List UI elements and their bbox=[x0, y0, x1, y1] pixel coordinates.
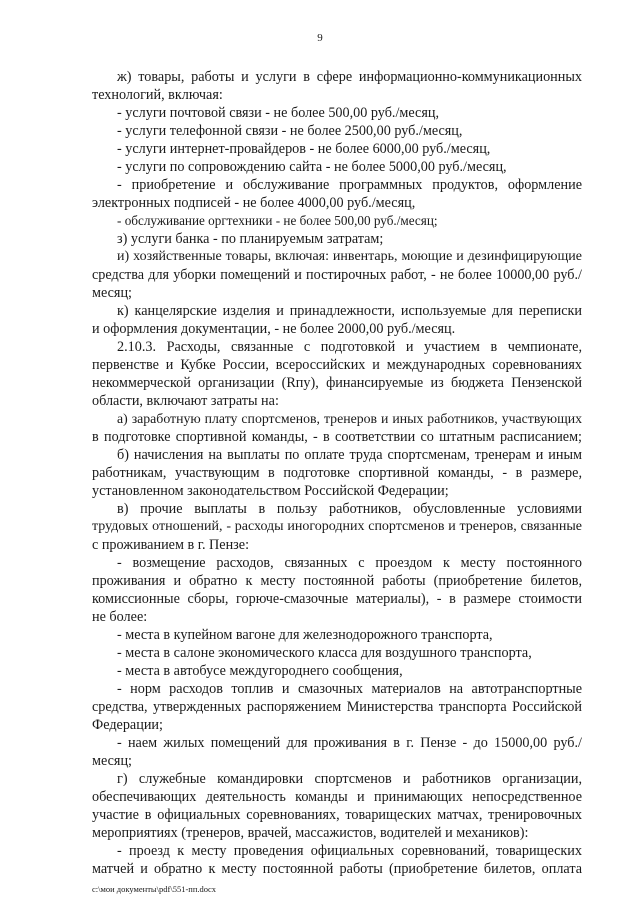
text-line: не более: bbox=[92, 609, 148, 625]
text-line: - приобретение и обслуживание программных продуктов, оформление bbox=[117, 177, 582, 193]
text-line: матчей и обратно к месту постоянной работы (приобретение билетов, оплата bbox=[92, 861, 582, 877]
text-line: - возмещение расходов, связанных с проездом к месту постоянного bbox=[117, 555, 582, 571]
text-line: установленном законодательством Российской Федерации; bbox=[92, 483, 449, 499]
footer-file-path: c:\мои документы\pdf\551-пп.docx bbox=[92, 884, 217, 894]
text-line: средства для уборки помещений и постирочных работ, - не более 10000,00 руб./ bbox=[92, 267, 582, 283]
text-line: месяц; bbox=[92, 753, 132, 769]
page-number: 9 bbox=[317, 32, 323, 44]
text-line: участие в официальных соревнованиях, товарищеских матчах, тренировочных bbox=[92, 807, 582, 823]
text-line: 2.10.3. Расходы, связанные с подготовкой и участием в чемпионате, bbox=[117, 339, 582, 355]
text-line: области, включают затраты на: bbox=[92, 393, 279, 409]
text-line: з) услуги банка - по планируемым затратам; bbox=[117, 231, 384, 247]
text-line: месяц; bbox=[92, 285, 132, 301]
text-line: в подготовке спортивной команды, - в соответствии со штатным расписанием; bbox=[92, 429, 582, 445]
text-line: - норм расходов топлив и смазочных материалов на автотранспортные bbox=[117, 681, 582, 697]
text-line: б) начисления на выплаты по оплате труда спортсменам, тренерам и иным bbox=[117, 447, 582, 463]
text-line: - обслуживание оргтехники - не более 500,00 руб./месяц; bbox=[117, 213, 438, 228]
text-line: электронных подписей - не более 4000,00 руб./месяц, bbox=[92, 195, 416, 211]
text-line: - проезд к месту проведения официальных соревнований, товарищеских bbox=[117, 843, 582, 859]
text-line: некоммерческой организации (Rпу), финансируемые из бюджета Пензенской bbox=[92, 375, 582, 391]
text-line: - услуги телефонной связи - не более 2500,00 руб./месяц, bbox=[117, 123, 463, 139]
text-line: - услуги интернет-провайдеров - не более 6000,00 руб./месяц, bbox=[117, 141, 491, 157]
text-line: - места в салоне экономического класса для воздушного транспорта, bbox=[117, 645, 532, 661]
text-line: ж) товары, работы и услуги в сфере информационно-коммуникационных bbox=[117, 69, 582, 85]
text-line: средства, утвержденных распоряжением Министерства транспорта Российской bbox=[92, 699, 582, 715]
text-line: - наем жилых помещений для проживания в г. Пензе - до 15000,00 руб./ bbox=[117, 735, 582, 751]
text-line: а) заработную плату спортсменов, тренеров и иных работников, участвующих bbox=[117, 411, 582, 426]
text-line: - места в автобусе междугороднего сообщения, bbox=[117, 663, 403, 679]
text-line: и) хозяйственные товары, включая: инвентарь, моющие и дезинфицирующие bbox=[117, 249, 582, 264]
text-line: первенстве и Кубке России, всероссийских и международных соревнованиях bbox=[92, 357, 582, 373]
text-line: комиссионные сборы, горюче-смазочные материалы), - в размере стоимости bbox=[92, 591, 582, 607]
text-line: в) прочие выплаты в пользу работников, обусловленные условиями bbox=[117, 501, 582, 517]
text-line: к) канцелярские изделия и принадлежности, используемые для переписки bbox=[117, 303, 582, 319]
text-line: и оформления документации, - не более 2000,00 руб./месяц. bbox=[92, 321, 456, 337]
text-line: работникам, участвующим в подготовке спортивной команды, - в размере, bbox=[92, 465, 582, 481]
text-line: трудовых отношений, - расходы иногородних спортсменов и тренеров, связанные bbox=[92, 519, 582, 534]
text-line: мероприятиях (тренеров, врачей, массажистов, водителей и механиков): bbox=[92, 825, 529, 841]
text-line: проживания и обратно к месту постоянной работы (приобретение билетов, bbox=[92, 573, 582, 589]
text-line: - услуги по сопровождению сайта - не более 5000,00 руб./месяц, bbox=[117, 159, 507, 175]
text-line: обеспечивающих деятельность команды и принимающих непосредственное bbox=[92, 789, 582, 805]
text-line: - места в купейном вагоне для железнодорожного транспорта, bbox=[117, 627, 493, 643]
text-line: технологий, включая: bbox=[92, 87, 223, 103]
text-line: с проживанием в г. Пензе: bbox=[92, 537, 250, 553]
text-line: Федерации; bbox=[92, 717, 163, 733]
text-line: - услуги почтовой связи - не более 500,00 руб./месяц, bbox=[117, 105, 439, 121]
text-line: г) служебные командировки спортсменов и работников организации, bbox=[117, 771, 582, 787]
